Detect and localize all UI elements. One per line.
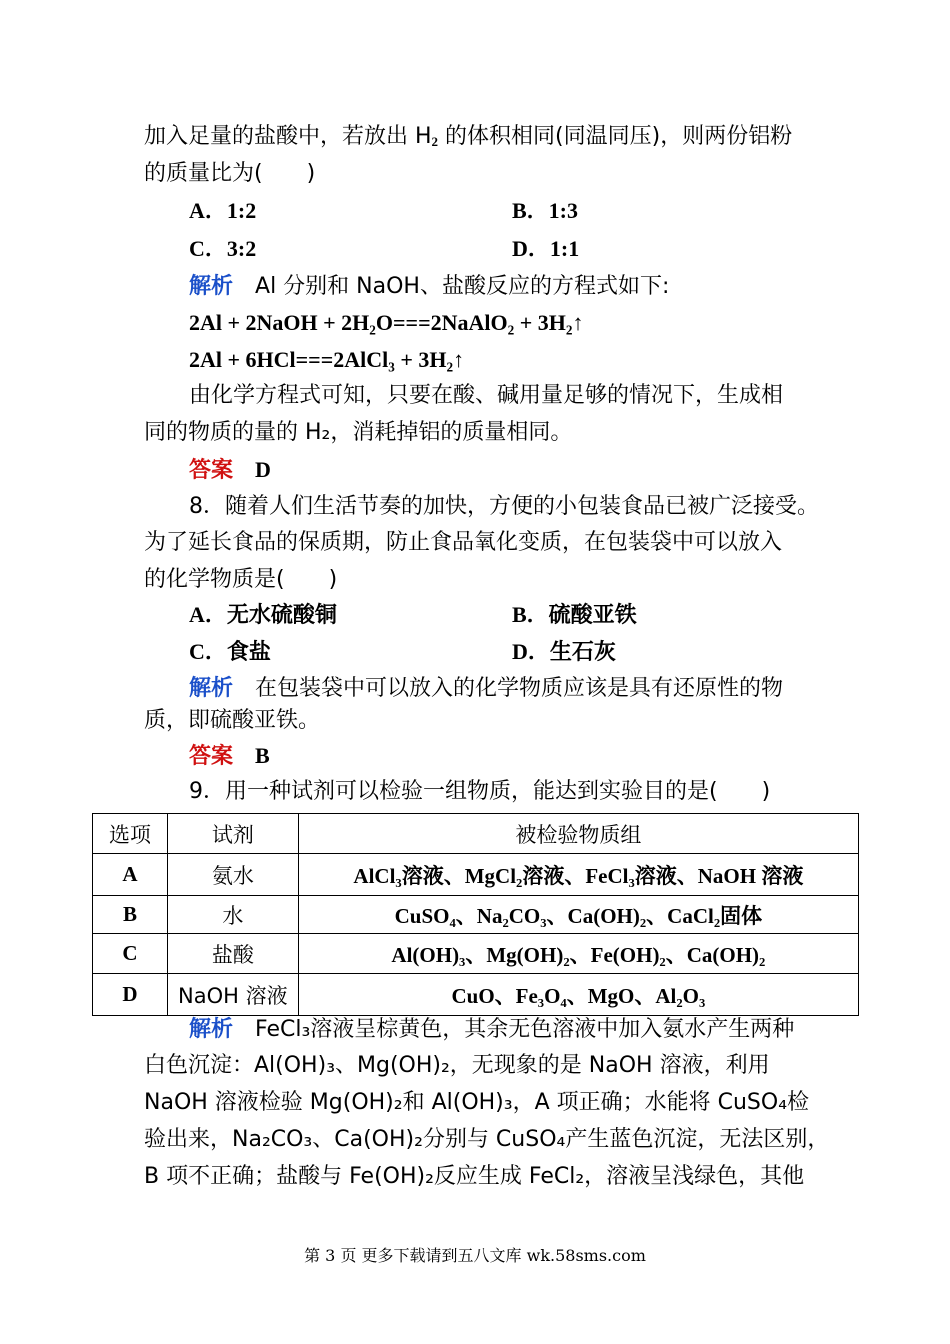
- q7-stem-line1-text-b: 的体积相同(同温同压)，则两份铝粉: [438, 124, 793, 149]
- q7-stem-line1-text: 加入足量的盐酸中，若放出 H: [144, 124, 432, 149]
- q8-stem-line1: 8．随着人们生活节奏的加快，方便的小包装食品已被广泛接受。: [189, 494, 819, 519]
- table-row: [93, 854, 859, 896]
- q8-stem-line2: 为了延长食品的保质期，防止食品氧化变质，在包装袋中可以放入: [144, 530, 783, 555]
- q7-option-d: D．1:1: [512, 236, 580, 261]
- q7-explain-line1: 由化学方程式可知，只要在酸、碱用量足够的情况下，生成相: [189, 383, 784, 408]
- table-cell-option: A: [93, 854, 168, 896]
- table-cell-substances: Al(OH)₃、Mg(OH)₂、Fe(OH)₂、Ca(OH)₂: [298, 934, 858, 974]
- q8-option-a: A．无水硫酸铜: [189, 602, 337, 627]
- q7-answer-value: D: [233, 457, 271, 482]
- q7-equation-1: 2Al + 2NaOH + 2H₂O===2NaAlO₂ + 3H₂↑: [189, 310, 584, 335]
- table-row: [93, 896, 859, 934]
- q9-options-table: [92, 813, 859, 1016]
- q9-analysis-line1: FeCl₃溶液呈棕黄色，其余无色溶液中加入氨水产生两种: [233, 1017, 795, 1042]
- table-cell-reagent: 氨水: [167, 854, 298, 896]
- table-cell-substances: CuO、Fe₃O₄、MgO、Al₂O₃: [298, 974, 858, 1016]
- q9-analysis-line2: 白色沉淀：Al(OH)₃、Mg(OH)₂，无现象的是 NaOH 溶液，利用: [144, 1053, 770, 1078]
- table-header-row: [93, 814, 859, 854]
- table-cell-option: B: [93, 896, 168, 934]
- q9-analysis-line4: 验出来，Na₂CO₃、Ca(OH)₂分别与 CuSO₄产生蓝色沉淀，无法区别，: [144, 1127, 830, 1152]
- table-cell-substances: CuSO₄、Na₂CO₃、Ca(OH)₂、CaCl₂固体: [298, 896, 858, 934]
- q9-analysis-line3: NaOH 溶液检验 Mg(OH)₂和 Al(OH)₃，A 项正确；水能将 CuSO₄检: [144, 1090, 810, 1115]
- q7-analysis-label: 解析: [189, 274, 234, 299]
- q7-option-c: C．3:2: [189, 236, 257, 261]
- table-cell-reagent: 盐酸: [167, 934, 298, 974]
- q7-option-b: B．1:3: [512, 198, 579, 223]
- q8-answer-value: B: [233, 743, 270, 768]
- q7-stem-subscript: 2: [431, 134, 439, 149]
- q9-analysis-line5: B 项不正确；盐酸与 Fe(OH)₂反应生成 FeCl₂，溶液呈浅绿色，其他: [144, 1164, 805, 1189]
- q8-stem-line3: 的化学物质是( ): [144, 567, 338, 592]
- q9-analysis: [189, 1014, 794, 1045]
- q8-analysis: [189, 673, 783, 704]
- q7-option-a: A．1:2: [189, 198, 257, 223]
- table-row: [93, 974, 859, 1016]
- q7-answer: [189, 455, 271, 486]
- q7-analysis: [189, 271, 669, 302]
- table-header-reagent: 试剂: [167, 814, 298, 854]
- q8-analysis-label: 解析: [189, 676, 234, 701]
- table-row: [93, 934, 859, 974]
- q8-option-c: C．食盐: [189, 639, 271, 664]
- q7-explain-line2: 同的物质的量的 H₂，消耗掉铝的质量相同。: [144, 420, 573, 445]
- q8-analysis-line2: 质，即硫酸亚铁。: [144, 708, 321, 733]
- table-header-option: 选项: [93, 814, 168, 854]
- q8-answer-label: 答案: [189, 744, 234, 769]
- page-footer: 第 3 页 更多下载请到五八文库 wk.58sms.com: [304, 1246, 646, 1265]
- q7-stem-line2: 的质量比为( ): [144, 161, 316, 186]
- q9-stem: 9．用一种试剂可以检验一组物质，能达到实验目的是( ): [189, 779, 771, 804]
- q8-analysis-text: 在包装袋中可以放入的化学物质应该是具有还原性的物: [233, 676, 784, 701]
- q7-equation-2: 2Al + 6HCl===2AlCl₃ + 3H₂↑: [189, 347, 465, 372]
- q7-stem-line1: [144, 121, 792, 152]
- table-cell-option: C: [93, 934, 168, 974]
- q7-analysis-text: Al 分别和 NaOH、盐酸反应的方程式如下:: [233, 274, 670, 299]
- q8-option-d: D．生石灰: [512, 639, 616, 664]
- q8-answer: [189, 741, 270, 772]
- table-cell-reagent: NaOH 溶液: [167, 974, 298, 1016]
- q9-analysis-label: 解析: [189, 1017, 234, 1042]
- q7-answer-label: 答案: [189, 458, 234, 483]
- table-cell-reagent: 水: [167, 896, 298, 934]
- q8-option-b: B．硫酸亚铁: [512, 602, 637, 627]
- table-cell-substances: AlCl₃溶液、MgCl₂溶液、FeCl₃溶液、NaOH 溶液: [298, 854, 858, 896]
- table-cell-option: D: [93, 974, 168, 1016]
- table-header-substances: 被检验物质组: [298, 814, 858, 854]
